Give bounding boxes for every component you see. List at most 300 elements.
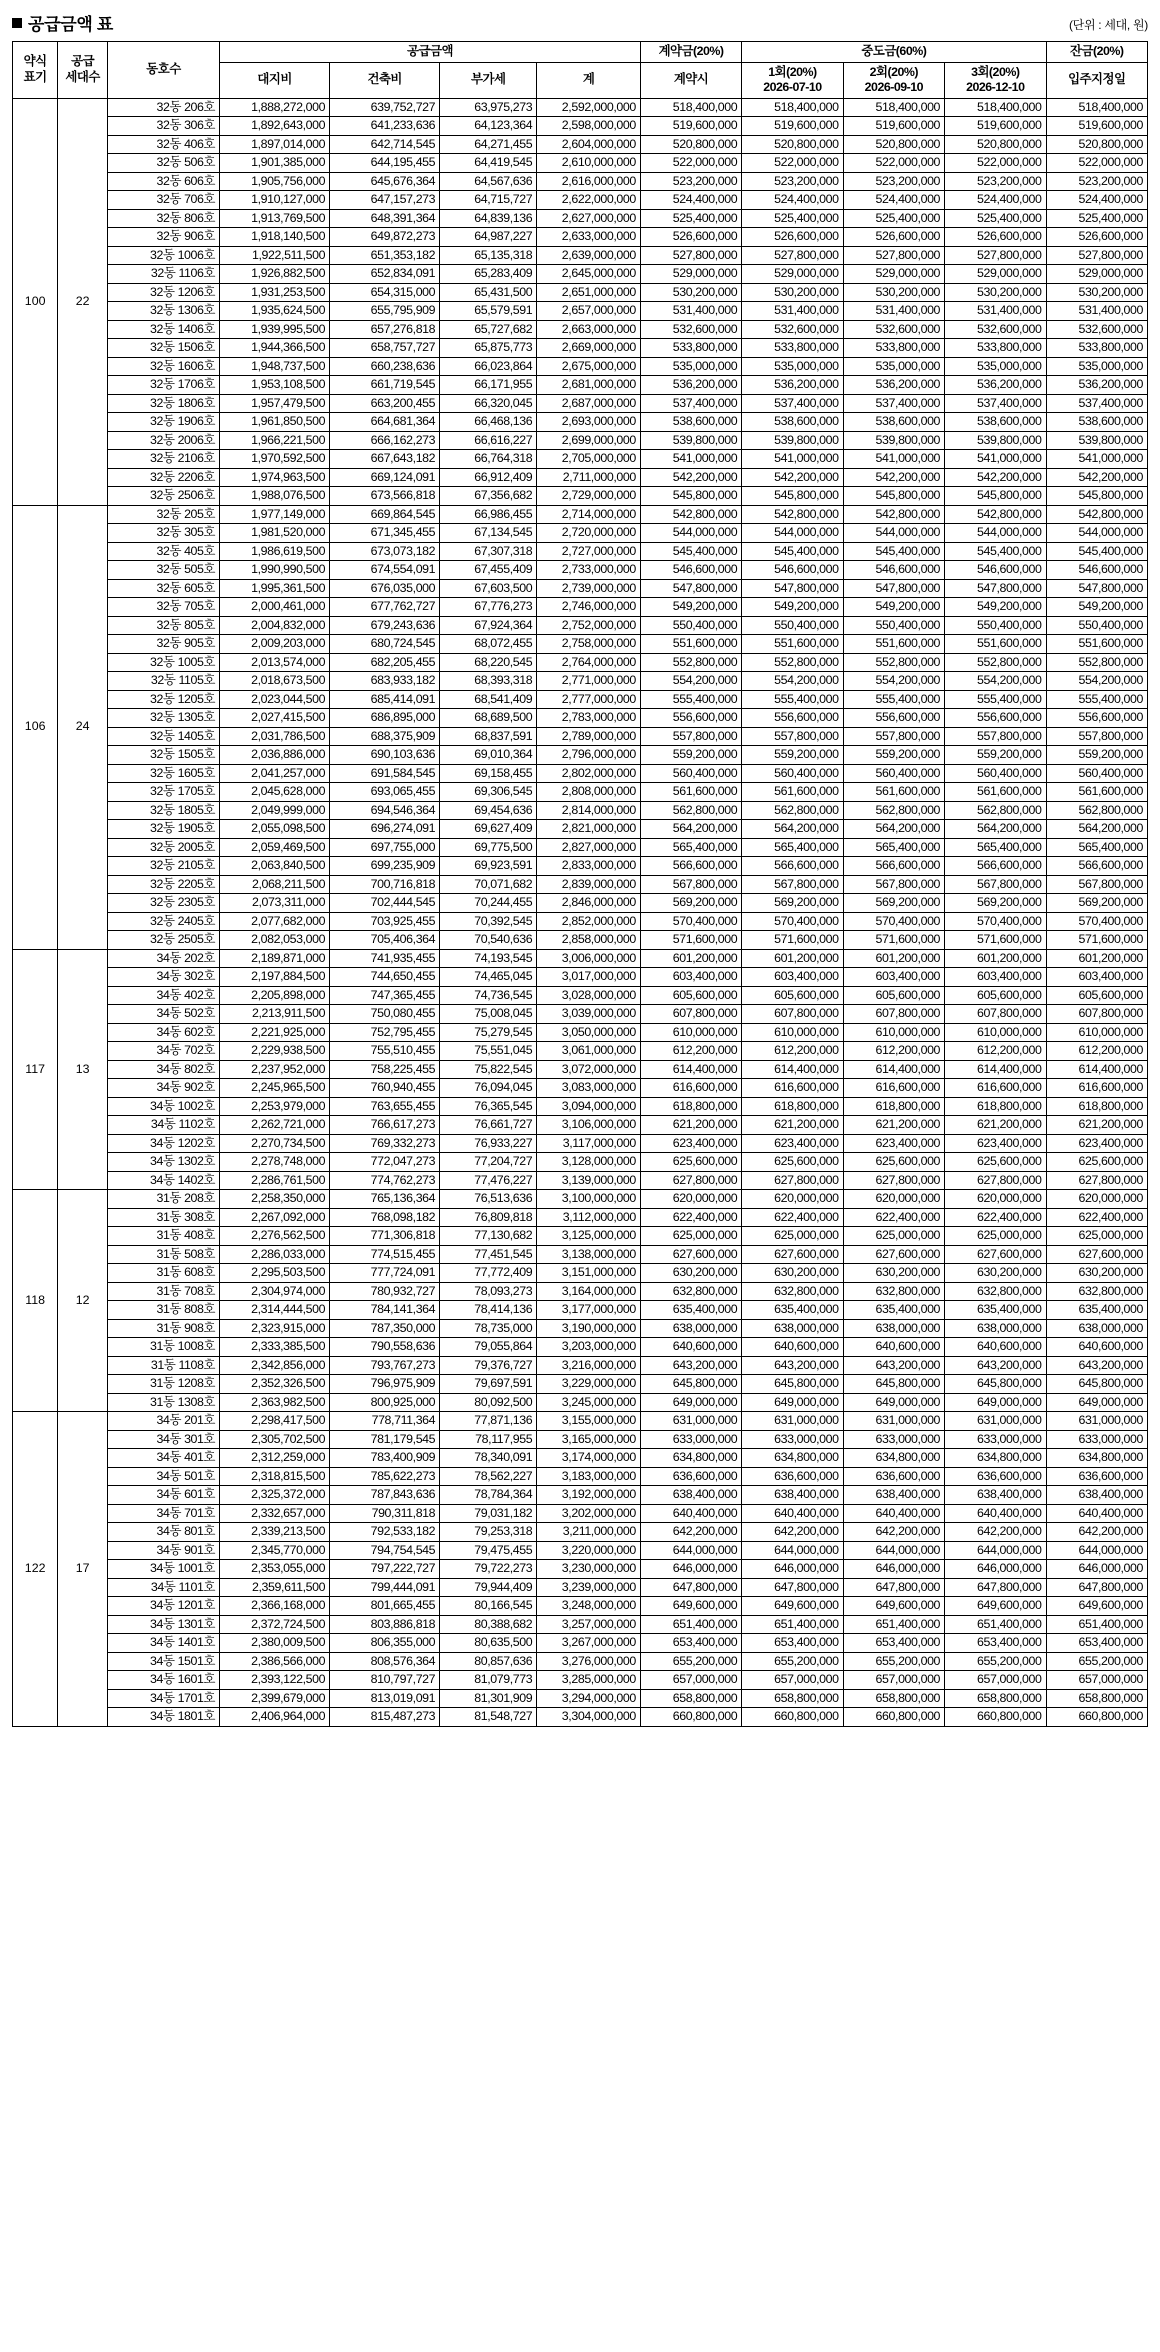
balance-cell: 556,600,000 <box>1046 709 1148 728</box>
unit-cell: 32동 205호 <box>107 505 219 524</box>
total-cell: 3,202,000,000 <box>537 1504 641 1523</box>
build-price-cell: 790,311,818 <box>330 1504 440 1523</box>
mid3-cell: 633,000,000 <box>945 1430 1046 1449</box>
col-header-mid3-label: 3회(20%) <box>971 64 1020 79</box>
unit-cell: 32동 1706호 <box>107 376 219 395</box>
build-price-cell: 663,200,455 <box>330 394 440 413</box>
unit-cell: 34동 702호 <box>107 1042 219 1061</box>
unit-cell: 34동 901호 <box>107 1541 219 1560</box>
build-price-cell: 787,350,000 <box>330 1319 440 1338</box>
balance-cell: 644,000,000 <box>1046 1541 1148 1560</box>
table-row <box>13 653 1148 672</box>
balance-cell: 636,600,000 <box>1046 1467 1148 1486</box>
contract-cell: 538,600,000 <box>640 413 741 432</box>
table-row <box>13 746 1148 765</box>
balance-cell: 630,200,000 <box>1046 1264 1148 1283</box>
vat-cell: 64,419,545 <box>440 154 537 173</box>
land-price-cell: 2,270,734,500 <box>220 1134 330 1153</box>
build-price-cell: 815,487,273 <box>330 1708 440 1727</box>
balance-cell: 633,000,000 <box>1046 1430 1148 1449</box>
vat-cell: 64,987,227 <box>440 228 537 247</box>
contract-cell: 623,400,000 <box>640 1134 741 1153</box>
contract-cell: 561,600,000 <box>640 783 741 802</box>
balance-cell: 601,200,000 <box>1046 949 1148 968</box>
mid3-cell: 634,800,000 <box>945 1449 1046 1468</box>
mid2-cell: 603,400,000 <box>843 968 944 987</box>
mid1-cell: 532,600,000 <box>742 320 843 339</box>
build-price-cell: 794,754,545 <box>330 1541 440 1560</box>
land-price-cell: 2,305,702,500 <box>220 1430 330 1449</box>
mid3-cell: 538,600,000 <box>945 413 1046 432</box>
mid2-cell: 643,200,000 <box>843 1356 944 1375</box>
balance-cell: 526,600,000 <box>1046 228 1148 247</box>
vat-cell: 78,340,091 <box>440 1449 537 1468</box>
mid3-cell: 649,000,000 <box>945 1393 1046 1412</box>
unit-cell: 34동 1102호 <box>107 1116 219 1135</box>
build-price-cell: 651,353,182 <box>330 246 440 265</box>
mid3-cell: 547,800,000 <box>945 579 1046 598</box>
contract-cell: 627,600,000 <box>640 1245 741 1264</box>
balance-cell: 653,400,000 <box>1046 1634 1148 1653</box>
unit-cell: 32동 1905호 <box>107 820 219 839</box>
mid2-cell: 552,800,000 <box>843 653 944 672</box>
total-cell: 2,651,000,000 <box>537 283 641 302</box>
balance-cell: 519,600,000 <box>1046 117 1148 136</box>
total-cell: 2,858,000,000 <box>537 931 641 950</box>
balance-cell: 627,600,000 <box>1046 1245 1148 1264</box>
table-row <box>13 1190 1148 1209</box>
balance-cell: 550,400,000 <box>1046 616 1148 635</box>
contract-cell: 518,400,000 <box>640 98 741 117</box>
build-price-cell: 669,124,091 <box>330 468 440 487</box>
land-price-cell: 2,332,657,000 <box>220 1504 330 1523</box>
total-cell: 2,758,000,000 <box>537 635 641 654</box>
total-cell: 2,663,000,000 <box>537 320 641 339</box>
balance-cell: 660,800,000 <box>1046 1708 1148 1727</box>
contract-cell: 625,000,000 <box>640 1227 741 1246</box>
build-price-cell: 688,375,909 <box>330 727 440 746</box>
mid1-cell: 630,200,000 <box>742 1264 843 1283</box>
balance-cell: 542,200,000 <box>1046 468 1148 487</box>
build-price-cell: 652,834,091 <box>330 265 440 284</box>
balance-cell: 621,200,000 <box>1046 1116 1148 1135</box>
unit-cell: 31동 908호 <box>107 1319 219 1338</box>
mid2-cell: 550,400,000 <box>843 616 944 635</box>
total-cell: 2,675,000,000 <box>537 357 641 376</box>
mid3-cell: 646,000,000 <box>945 1560 1046 1579</box>
unit-cell: 32동 1505호 <box>107 746 219 765</box>
land-price-cell: 1,961,850,500 <box>220 413 330 432</box>
table-row <box>13 1541 1148 1560</box>
unit-note: (단위 : 세대, 원) <box>1068 18 1148 32</box>
contract-cell: 545,800,000 <box>640 487 741 506</box>
table-row <box>13 857 1148 876</box>
vat-cell: 67,455,409 <box>440 561 537 580</box>
mid3-cell: 569,200,000 <box>945 894 1046 913</box>
unit-cell: 34동 1301호 <box>107 1615 219 1634</box>
mid1-cell: 542,200,000 <box>742 468 843 487</box>
balance-cell: 535,000,000 <box>1046 357 1148 376</box>
total-cell: 2,720,000,000 <box>537 524 641 543</box>
unit-cell: 32동 1206호 <box>107 283 219 302</box>
group-mark-cell: 122 <box>13 1412 58 1727</box>
mid2-cell: 653,400,000 <box>843 1634 944 1653</box>
mid3-cell: 565,400,000 <box>945 838 1046 857</box>
mid3-cell: 570,400,000 <box>945 912 1046 931</box>
vat-cell: 76,933,227 <box>440 1134 537 1153</box>
unit-cell: 34동 1302호 <box>107 1153 219 1172</box>
total-cell: 2,833,000,000 <box>537 857 641 876</box>
unit-cell: 34동 401호 <box>107 1449 219 1468</box>
mid1-cell: 529,000,000 <box>742 265 843 284</box>
vat-cell: 77,451,545 <box>440 1245 537 1264</box>
mid3-cell: 546,600,000 <box>945 561 1046 580</box>
mid1-cell: 550,400,000 <box>742 616 843 635</box>
table-row <box>13 1523 1148 1542</box>
mid3-cell: 603,400,000 <box>945 968 1046 987</box>
total-cell: 3,267,000,000 <box>537 1634 641 1653</box>
land-price-cell: 2,245,965,500 <box>220 1079 330 1098</box>
balance-cell: 545,800,000 <box>1046 487 1148 506</box>
build-price-cell: 784,141,364 <box>330 1301 440 1320</box>
land-price-cell: 1,905,756,000 <box>220 172 330 191</box>
mid2-cell: 622,400,000 <box>843 1208 944 1227</box>
mid1-cell: 545,800,000 <box>742 487 843 506</box>
land-price-cell: 2,323,915,000 <box>220 1319 330 1338</box>
build-price-cell: 810,797,727 <box>330 1671 440 1690</box>
balance-cell: 646,000,000 <box>1046 1560 1148 1579</box>
mid3-cell: 555,400,000 <box>945 690 1046 709</box>
total-cell: 3,230,000,000 <box>537 1560 641 1579</box>
mid1-cell: 647,800,000 <box>742 1578 843 1597</box>
land-price-cell: 1,966,221,500 <box>220 431 330 450</box>
mid3-cell: 542,800,000 <box>945 505 1046 524</box>
land-price-cell: 2,363,982,500 <box>220 1393 330 1412</box>
land-price-cell: 1,935,624,500 <box>220 302 330 321</box>
table-row <box>13 1671 1148 1690</box>
mid2-cell: 623,400,000 <box>843 1134 944 1153</box>
table-row <box>13 1171 1148 1190</box>
unit-cell: 34동 1201호 <box>107 1597 219 1616</box>
total-cell: 2,739,000,000 <box>537 579 641 598</box>
mid3-cell: 638,000,000 <box>945 1319 1046 1338</box>
col-group-header-middle: 중도금(60%) <box>742 42 1046 63</box>
mid1-cell: 531,400,000 <box>742 302 843 321</box>
unit-cell: 34동 202호 <box>107 949 219 968</box>
mid2-cell: 519,600,000 <box>843 117 944 136</box>
total-cell: 3,017,000,000 <box>537 968 641 987</box>
build-price-cell: 696,274,091 <box>330 820 440 839</box>
mid2-cell: 647,800,000 <box>843 1578 944 1597</box>
land-price-cell: 1,981,520,000 <box>220 524 330 543</box>
contract-cell: 651,400,000 <box>640 1615 741 1634</box>
table-row <box>13 1486 1148 1505</box>
mid2-cell: 649,600,000 <box>843 1597 944 1616</box>
vat-cell: 65,875,773 <box>440 339 537 358</box>
land-price-cell: 1,970,592,500 <box>220 450 330 469</box>
contract-cell: 519,600,000 <box>640 117 741 136</box>
build-price-cell: 694,546,364 <box>330 801 440 820</box>
total-cell: 2,639,000,000 <box>537 246 641 265</box>
vat-cell: 77,871,136 <box>440 1412 537 1431</box>
table-row <box>13 209 1148 228</box>
balance-cell: 559,200,000 <box>1046 746 1148 765</box>
total-cell: 2,814,000,000 <box>537 801 641 820</box>
mid1-cell: 552,800,000 <box>742 653 843 672</box>
col-header-build: 건축비 <box>330 62 440 98</box>
total-cell: 2,746,000,000 <box>537 598 641 617</box>
vat-cell: 70,392,545 <box>440 912 537 931</box>
mid3-cell: 520,800,000 <box>945 135 1046 154</box>
vat-cell: 78,117,955 <box>440 1430 537 1449</box>
contract-cell: 647,800,000 <box>640 1578 741 1597</box>
table-row <box>13 931 1148 950</box>
mid2-cell: 556,600,000 <box>843 709 944 728</box>
total-cell: 3,211,000,000 <box>537 1523 641 1542</box>
contract-cell: 657,000,000 <box>640 1671 741 1690</box>
contract-cell: 527,800,000 <box>640 246 741 265</box>
mid3-cell: 531,400,000 <box>945 302 1046 321</box>
unit-cell: 34동 1401호 <box>107 1634 219 1653</box>
balance-cell: 610,000,000 <box>1046 1023 1148 1042</box>
land-price-cell: 2,036,886,000 <box>220 746 330 765</box>
build-price-cell: 768,098,182 <box>330 1208 440 1227</box>
contract-cell: 535,000,000 <box>640 357 741 376</box>
table-row <box>13 598 1148 617</box>
mid2-cell: 538,600,000 <box>843 413 944 432</box>
total-cell: 3,276,000,000 <box>537 1652 641 1671</box>
contract-cell: 603,400,000 <box>640 968 741 987</box>
table-row <box>13 820 1148 839</box>
land-price-cell: 2,342,856,000 <box>220 1356 330 1375</box>
total-cell: 2,771,000,000 <box>537 672 641 691</box>
mid2-cell: 527,800,000 <box>843 246 944 265</box>
unit-cell: 32동 1306호 <box>107 302 219 321</box>
mid2-cell: 627,600,000 <box>843 1245 944 1264</box>
balance-cell: 527,800,000 <box>1046 246 1148 265</box>
col-header-mid1 <box>742 62 843 98</box>
total-cell: 2,699,000,000 <box>537 431 641 450</box>
mid1-cell: 649,600,000 <box>742 1597 843 1616</box>
table-row <box>13 838 1148 857</box>
table-row <box>13 690 1148 709</box>
mid2-cell: 620,000,000 <box>843 1190 944 1209</box>
unit-cell: 32동 506호 <box>107 154 219 173</box>
mid1-cell: 557,800,000 <box>742 727 843 746</box>
unit-cell: 32동 1205호 <box>107 690 219 709</box>
unit-cell: 32동 806호 <box>107 209 219 228</box>
total-cell: 3,100,000,000 <box>537 1190 641 1209</box>
contract-cell: 633,000,000 <box>640 1430 741 1449</box>
land-price-cell: 2,393,122,500 <box>220 1671 330 1690</box>
balance-cell: 625,600,000 <box>1046 1153 1148 1172</box>
land-price-cell: 2,345,770,000 <box>220 1541 330 1560</box>
vat-cell: 77,476,227 <box>440 1171 537 1190</box>
total-cell: 3,151,000,000 <box>537 1264 641 1283</box>
land-price-cell: 1,901,385,000 <box>220 154 330 173</box>
vat-cell: 68,220,545 <box>440 653 537 672</box>
balance-cell: 655,200,000 <box>1046 1652 1148 1671</box>
mid2-cell: 551,600,000 <box>843 635 944 654</box>
contract-cell: 649,600,000 <box>640 1597 741 1616</box>
mid2-cell: 646,000,000 <box>843 1560 944 1579</box>
land-price-cell: 2,229,938,500 <box>220 1042 330 1061</box>
table-row <box>13 1005 1148 1024</box>
mid2-cell: 529,000,000 <box>843 265 944 284</box>
mid1-cell: 603,400,000 <box>742 968 843 987</box>
balance-cell: 564,200,000 <box>1046 820 1148 839</box>
total-cell: 2,789,000,000 <box>537 727 641 746</box>
unit-cell: 32동 2505호 <box>107 931 219 950</box>
land-price-cell: 1,977,149,000 <box>220 505 330 524</box>
mid1-cell: 632,800,000 <box>742 1282 843 1301</box>
page-title-text: 공급금액 표 <box>28 15 114 34</box>
table-row <box>13 986 1148 1005</box>
build-price-cell: 664,681,364 <box>330 413 440 432</box>
contract-cell: 643,200,000 <box>640 1356 741 1375</box>
balance-cell: 523,200,000 <box>1046 172 1148 191</box>
total-cell: 3,061,000,000 <box>537 1042 641 1061</box>
mid2-cell: 605,600,000 <box>843 986 944 1005</box>
mid3-cell: 612,200,000 <box>945 1042 1046 1061</box>
mid3-cell: 562,800,000 <box>945 801 1046 820</box>
contract-cell: 555,400,000 <box>640 690 741 709</box>
bullet-square-icon <box>12 18 22 28</box>
table-row <box>13 228 1148 247</box>
build-price-cell: 699,235,909 <box>330 857 440 876</box>
mid2-cell: 547,800,000 <box>843 579 944 598</box>
mid3-cell: 535,000,000 <box>945 357 1046 376</box>
land-price-cell: 2,314,444,500 <box>220 1301 330 1320</box>
table-row <box>13 764 1148 783</box>
mid2-cell: 607,800,000 <box>843 1005 944 1024</box>
mid2-cell: 616,600,000 <box>843 1079 944 1098</box>
mid1-cell: 605,600,000 <box>742 986 843 1005</box>
balance-cell: 542,800,000 <box>1046 505 1148 524</box>
land-price-cell: 1,892,643,000 <box>220 117 330 136</box>
balance-cell: 561,600,000 <box>1046 783 1148 802</box>
contract-cell: 620,000,000 <box>640 1190 741 1209</box>
build-price-cell: 645,676,364 <box>330 172 440 191</box>
unit-cell: 32동 905호 <box>107 635 219 654</box>
build-price-cell: 777,724,091 <box>330 1264 440 1283</box>
land-price-cell: 1,986,619,500 <box>220 542 330 561</box>
balance-cell: 522,000,000 <box>1046 154 1148 173</box>
contract-cell: 642,200,000 <box>640 1523 741 1542</box>
mid2-cell: 612,200,000 <box>843 1042 944 1061</box>
balance-cell: 536,200,000 <box>1046 376 1148 395</box>
land-price-cell: 2,298,417,500 <box>220 1412 330 1431</box>
contract-cell: 547,800,000 <box>640 579 741 598</box>
total-cell: 2,622,000,000 <box>537 191 641 210</box>
land-price-cell: 2,082,053,000 <box>220 931 330 950</box>
contract-cell: 638,400,000 <box>640 1486 741 1505</box>
unit-cell: 32동 2005호 <box>107 838 219 857</box>
mid1-cell: 651,400,000 <box>742 1615 843 1634</box>
balance-cell: 640,600,000 <box>1046 1338 1148 1357</box>
unit-cell: 31동 708호 <box>107 1282 219 1301</box>
build-price-cell: 799,444,091 <box>330 1578 440 1597</box>
mid3-cell: 620,000,000 <box>945 1190 1046 1209</box>
page-title <box>12 10 113 35</box>
unit-cell: 32동 1705호 <box>107 783 219 802</box>
vat-cell: 70,071,682 <box>440 875 537 894</box>
build-price-cell: 682,205,455 <box>330 653 440 672</box>
contract-cell: 536,200,000 <box>640 376 741 395</box>
unit-cell: 32동 1405호 <box>107 727 219 746</box>
contract-cell: 551,600,000 <box>640 635 741 654</box>
build-price-cell: 774,762,273 <box>330 1171 440 1190</box>
mid1-cell: 645,800,000 <box>742 1375 843 1394</box>
mid1-cell: 569,200,000 <box>742 894 843 913</box>
mid1-cell: 612,200,000 <box>742 1042 843 1061</box>
contract-cell: 546,600,000 <box>640 561 741 580</box>
balance-cell: 551,600,000 <box>1046 635 1148 654</box>
unit-cell: 34동 1601호 <box>107 1671 219 1690</box>
build-price-cell: 758,225,455 <box>330 1060 440 1079</box>
mid3-cell: 559,200,000 <box>945 746 1046 765</box>
land-price-cell: 1,995,361,500 <box>220 579 330 598</box>
land-price-cell: 1,948,737,500 <box>220 357 330 376</box>
build-price-cell: 673,566,818 <box>330 487 440 506</box>
total-cell: 2,796,000,000 <box>537 746 641 765</box>
mid2-cell: 610,000,000 <box>843 1023 944 1042</box>
mid2-cell: 627,800,000 <box>843 1171 944 1190</box>
build-price-cell: 772,047,273 <box>330 1153 440 1172</box>
total-cell: 2,846,000,000 <box>537 894 641 913</box>
group-mark-cell: 117 <box>13 949 58 1190</box>
table-row <box>13 1097 1148 1116</box>
supply-amount-table <box>12 41 1148 1727</box>
vat-cell: 67,307,318 <box>440 542 537 561</box>
unit-cell: 32동 2006호 <box>107 431 219 450</box>
vat-cell: 70,244,455 <box>440 894 537 913</box>
vat-cell: 65,579,591 <box>440 302 537 321</box>
mid1-cell: 544,000,000 <box>742 524 843 543</box>
balance-cell: 625,000,000 <box>1046 1227 1148 1246</box>
land-price-cell: 1,931,253,500 <box>220 283 330 302</box>
total-cell: 2,752,000,000 <box>537 616 641 635</box>
mid2-cell: 532,600,000 <box>843 320 944 339</box>
total-cell: 2,681,000,000 <box>537 376 641 395</box>
balance-cell: 603,400,000 <box>1046 968 1148 987</box>
col-header-mid3 <box>945 62 1046 98</box>
mid2-cell: 657,000,000 <box>843 1671 944 1690</box>
mid3-cell: 607,800,000 <box>945 1005 1046 1024</box>
mid2-cell: 561,600,000 <box>843 783 944 802</box>
mid1-cell: 561,600,000 <box>742 783 843 802</box>
total-cell: 2,852,000,000 <box>537 912 641 931</box>
build-price-cell: 657,276,818 <box>330 320 440 339</box>
contract-cell: 522,000,000 <box>640 154 741 173</box>
unit-cell: 32동 306호 <box>107 117 219 136</box>
mid1-cell: 655,200,000 <box>742 1652 843 1671</box>
vat-cell: 75,279,545 <box>440 1023 537 1042</box>
build-price-cell: 783,400,909 <box>330 1449 440 1468</box>
table-row <box>13 579 1148 598</box>
mid3-cell: 647,800,000 <box>945 1578 1046 1597</box>
mid1-cell: 519,600,000 <box>742 117 843 136</box>
land-price-cell: 1,990,990,500 <box>220 561 330 580</box>
table-row <box>13 1338 1148 1357</box>
mid3-cell: 616,600,000 <box>945 1079 1046 1098</box>
land-price-cell: 2,276,562,500 <box>220 1227 330 1246</box>
land-price-cell: 1,953,108,500 <box>220 376 330 395</box>
total-cell: 3,164,000,000 <box>537 1282 641 1301</box>
total-cell: 3,257,000,000 <box>537 1615 641 1634</box>
balance-cell: 537,400,000 <box>1046 394 1148 413</box>
build-price-cell: 667,643,182 <box>330 450 440 469</box>
